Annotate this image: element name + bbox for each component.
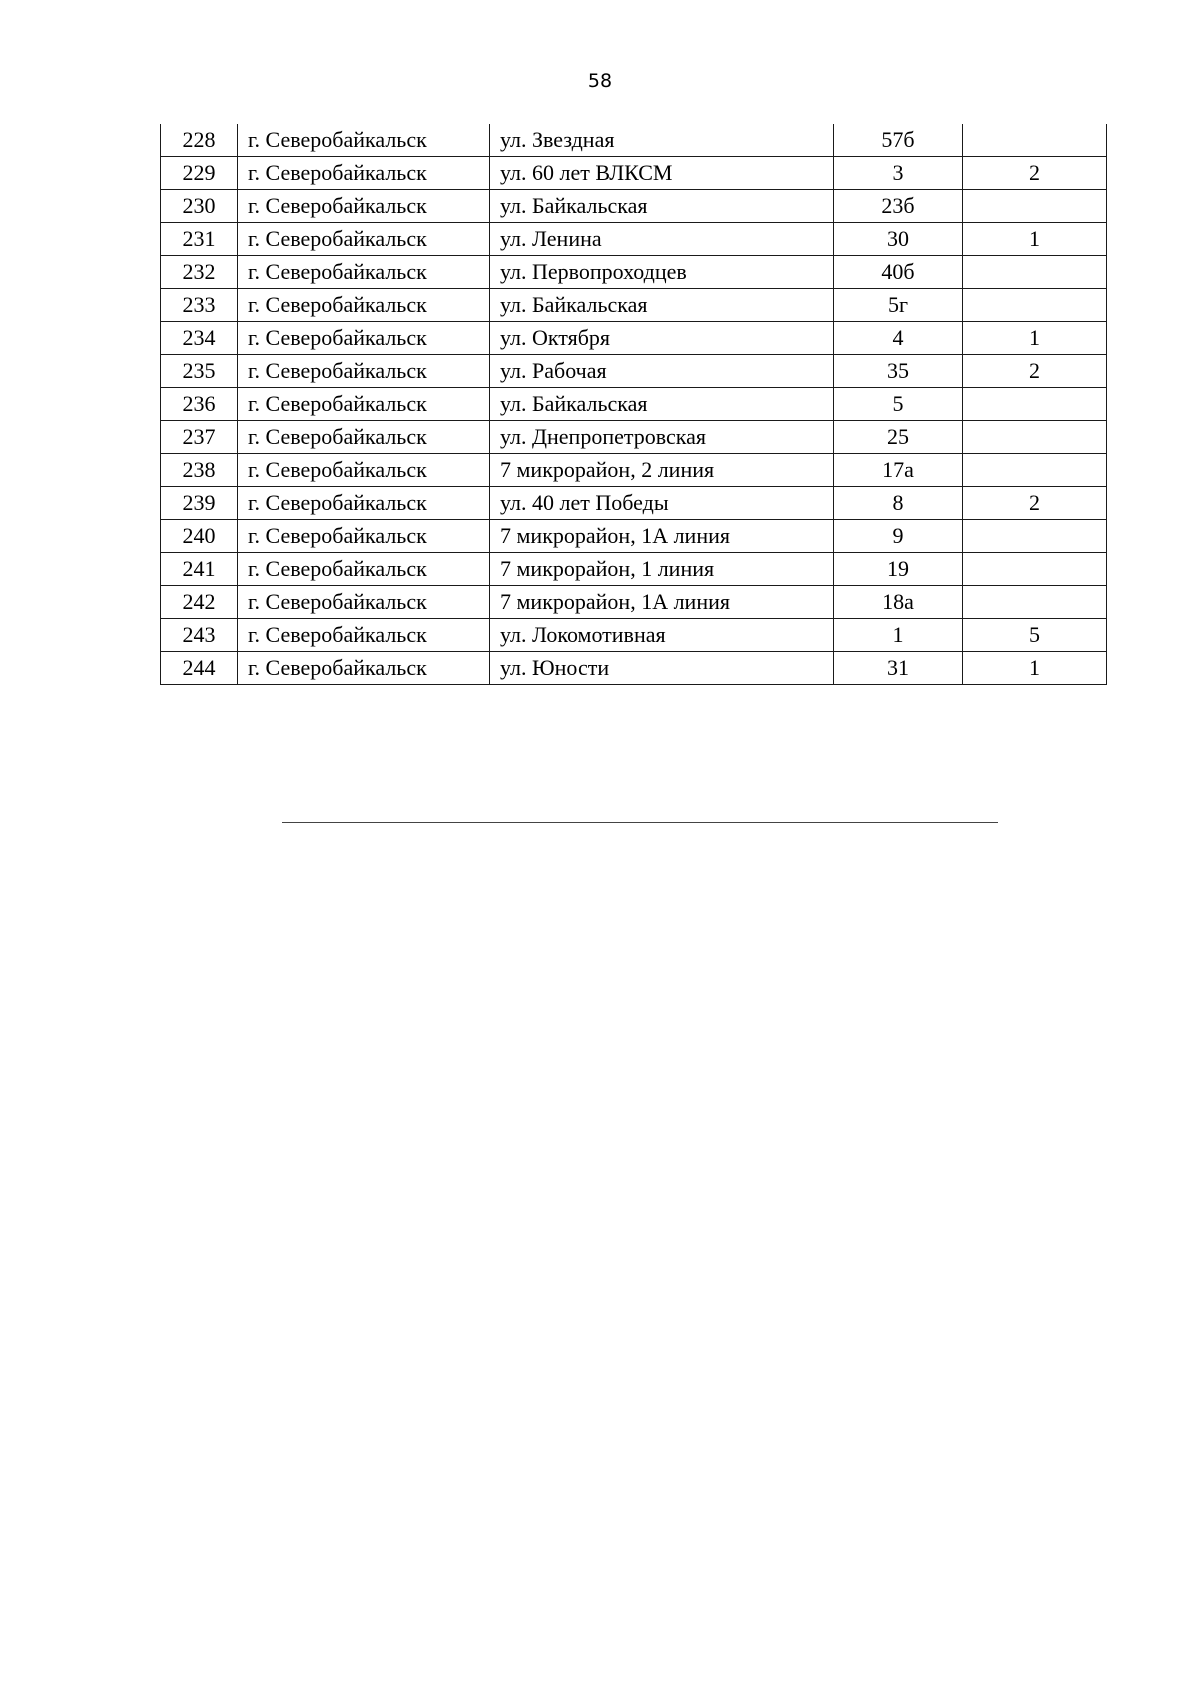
- city-cell: г. Северобайкальск: [238, 223, 490, 256]
- address-table: [160, 124, 1107, 685]
- city-cell: г. Северобайкальск: [238, 157, 490, 190]
- table-row: [161, 652, 1107, 685]
- city-cell: г. Северобайкальск: [238, 355, 490, 388]
- table-row: [161, 454, 1107, 487]
- count-cell: 2: [963, 157, 1107, 190]
- house-number-cell: 9: [834, 520, 963, 553]
- city-cell: г. Северобайкальск: [238, 421, 490, 454]
- count-cell: [963, 586, 1107, 619]
- row-number-cell: 229: [161, 157, 238, 190]
- city-cell: г. Северобайкальск: [238, 388, 490, 421]
- table-row: [161, 355, 1107, 388]
- count-cell: [963, 553, 1107, 586]
- city-cell: г. Северобайкальск: [238, 190, 490, 223]
- row-number-cell: 243: [161, 619, 238, 652]
- city-cell: г. Северобайкальск: [238, 454, 490, 487]
- count-cell: 5: [963, 619, 1107, 652]
- count-cell: [963, 454, 1107, 487]
- table-row: [161, 388, 1107, 421]
- row-number-cell: 238: [161, 454, 238, 487]
- house-number-cell: 23б: [834, 190, 963, 223]
- table-row: [161, 421, 1107, 454]
- street-cell: 7 микрорайон, 1А линия: [490, 520, 834, 553]
- house-number-cell: 4: [834, 322, 963, 355]
- count-cell: 1: [963, 322, 1107, 355]
- city-cell: г. Северобайкальск: [238, 520, 490, 553]
- table-row: [161, 190, 1107, 223]
- row-number-cell: 240: [161, 520, 238, 553]
- street-cell: ул. Локомотивная: [490, 619, 834, 652]
- house-number-cell: 57б: [834, 124, 963, 157]
- city-cell: г. Северобайкальск: [238, 124, 490, 157]
- row-number-cell: 235: [161, 355, 238, 388]
- table-row: [161, 586, 1107, 619]
- house-number-cell: 19: [834, 553, 963, 586]
- house-number-cell: 8: [834, 487, 963, 520]
- count-cell: 1: [963, 652, 1107, 685]
- house-number-cell: 30: [834, 223, 963, 256]
- table-row: [161, 256, 1107, 289]
- city-cell: г. Северобайкальск: [238, 289, 490, 322]
- street-cell: ул. Ленина: [490, 223, 834, 256]
- house-number-cell: 3: [834, 157, 963, 190]
- house-number-cell: 17а: [834, 454, 963, 487]
- street-cell: ул. 40 лет Победы: [490, 487, 834, 520]
- table-row: [161, 553, 1107, 586]
- count-cell: [963, 256, 1107, 289]
- street-cell: ул. Звездная: [490, 124, 834, 157]
- street-cell: 7 микрорайон, 2 линия: [490, 454, 834, 487]
- street-cell: ул. 60 лет ВЛКСМ: [490, 157, 834, 190]
- city-cell: г. Северобайкальск: [238, 619, 490, 652]
- row-number-cell: 228: [161, 124, 238, 157]
- count-cell: [963, 421, 1107, 454]
- table-row: [161, 487, 1107, 520]
- street-cell: 7 микрорайон, 1А линия: [490, 586, 834, 619]
- city-cell: г. Северобайкальск: [238, 256, 490, 289]
- street-cell: ул. Октября: [490, 322, 834, 355]
- house-number-cell: 1: [834, 619, 963, 652]
- count-cell: [963, 388, 1107, 421]
- table-row: [161, 520, 1107, 553]
- count-cell: 2: [963, 355, 1107, 388]
- city-cell: г. Северобайкальск: [238, 322, 490, 355]
- table-row: [161, 619, 1107, 652]
- row-number-cell: 241: [161, 553, 238, 586]
- city-cell: г. Северобайкальск: [238, 487, 490, 520]
- street-cell: ул. Юности: [490, 652, 834, 685]
- page-number: 58: [587, 70, 613, 92]
- city-cell: г. Северобайкальск: [238, 586, 490, 619]
- house-number-cell: 40б: [834, 256, 963, 289]
- row-number-cell: 231: [161, 223, 238, 256]
- street-cell: ул. Байкальская: [490, 289, 834, 322]
- count-cell: [963, 520, 1107, 553]
- house-number-cell: 25: [834, 421, 963, 454]
- row-number-cell: 230: [161, 190, 238, 223]
- house-number-cell: 5г: [834, 289, 963, 322]
- row-number-cell: 236: [161, 388, 238, 421]
- address-table-body: [161, 124, 1107, 685]
- row-number-cell: 234: [161, 322, 238, 355]
- table-row: [161, 223, 1107, 256]
- row-number-cell: 233: [161, 289, 238, 322]
- count-cell: 2: [963, 487, 1107, 520]
- count-cell: [963, 190, 1107, 223]
- row-number-cell: 242: [161, 586, 238, 619]
- table-row: [161, 124, 1107, 157]
- table-row: [161, 322, 1107, 355]
- street-cell: ул. Первопроходцев: [490, 256, 834, 289]
- street-cell: ул. Рабочая: [490, 355, 834, 388]
- row-number-cell: 237: [161, 421, 238, 454]
- street-cell: ул. Днепропетровская: [490, 421, 834, 454]
- count-cell: [963, 289, 1107, 322]
- row-number-cell: 244: [161, 652, 238, 685]
- house-number-cell: 5: [834, 388, 963, 421]
- street-cell: ул. Байкальская: [490, 190, 834, 223]
- count-cell: 1: [963, 223, 1107, 256]
- city-cell: г. Северобайкальск: [238, 652, 490, 685]
- house-number-cell: 18а: [834, 586, 963, 619]
- row-number-cell: 232: [161, 256, 238, 289]
- street-cell: ул. Байкальская: [490, 388, 834, 421]
- street-cell: 7 микрорайон, 1 линия: [490, 553, 834, 586]
- table-row: [161, 157, 1107, 190]
- table-row: [161, 289, 1107, 322]
- count-cell: [963, 124, 1107, 157]
- city-cell: г. Северобайкальск: [238, 553, 490, 586]
- row-number-cell: 239: [161, 487, 238, 520]
- end-of-document-rule: [282, 822, 998, 823]
- house-number-cell: 35: [834, 355, 963, 388]
- house-number-cell: 31: [834, 652, 963, 685]
